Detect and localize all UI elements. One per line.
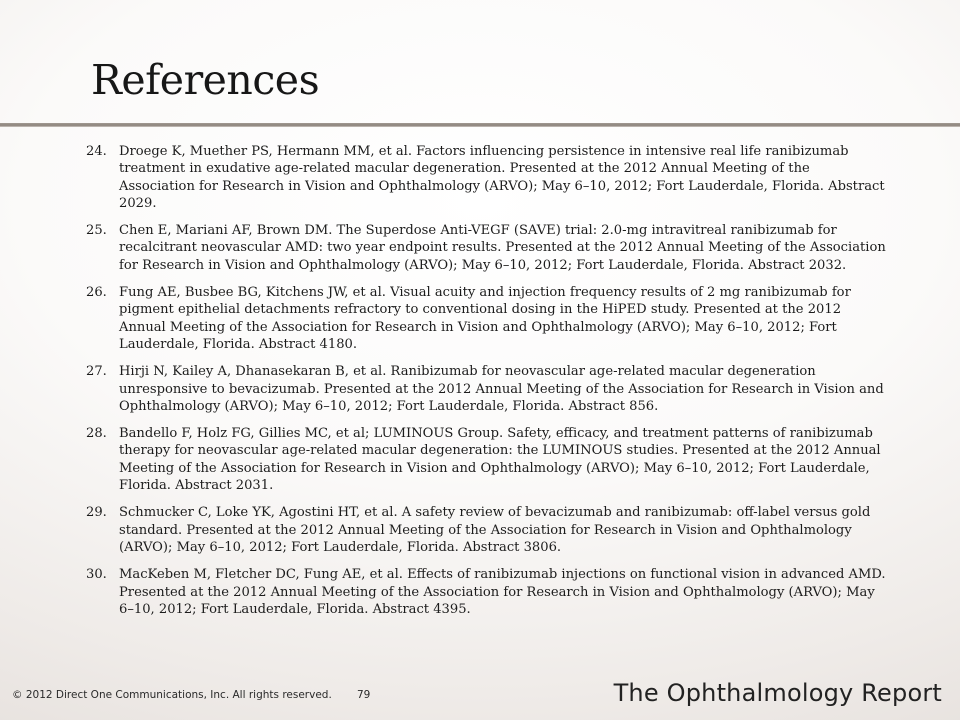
reference-number: 27. xyxy=(86,364,107,380)
reference-number: 24. xyxy=(86,144,107,159)
footer-copyright: © 2012 Direct One Communications, Inc. All rights reserved. xyxy=(12,689,332,701)
reference-text: Hirji N, Kailey A, Dhanasekaran B, et al. Ranibizumab for neovascular age-related macular degeneration unresponsive to bevacizumab. Presented at the 2012 Annual Meeting of the Association for Research in Vision and Ophthalmology (ARVO); May 6–10, 2012; Fort Lauderdale, Florida. Abstract 856. xyxy=(119,364,884,414)
slide-title: References xyxy=(91,56,320,104)
reference-text: Schmucker C, Loke YK, Agostini HT, et al. A safety review of bevacizumab and ranibizumab: off-label versus gold standard. Presented at the 2012 Annual Meeting of the Association for Research in Vision and Ophthalmology (ARVO); May 6–10, 2012; Fort Lauderdale, Florida. Abstract 3806. xyxy=(119,505,871,555)
brand-logo: The Ophthalmology Report xyxy=(613,679,942,707)
reference-item xyxy=(86,143,886,212)
reference-list xyxy=(86,143,886,628)
reference-item xyxy=(86,284,886,353)
title-divider xyxy=(0,123,960,127)
reference-number: 28. xyxy=(86,426,107,442)
reference-number: 25. xyxy=(86,223,107,239)
reference-text: Droege K, Muether PS, Hermann MM, et al. Factors influencing persistence in intensive real life ranibizumab treatment in exudative age-related macular degeneration. Presented at the 2012 Annual Meeting of the Association for Research in Vision and Ophthalmology (ARVO); May 6–10, 2012; Fort Lauderdale, Florida. Abstract 2029. xyxy=(119,144,885,211)
reference-text: Fung AE, Busbee BG, Kitchens JW, et al. Visual acuity and injection frequency results of 2 mg ranibizumab for pigment epithelial detachments refractory to conventional dosing in the HiPED study. Presented at the 2012 Annual Meeting of the Association for Research in Vision and Ophthalmology (ARVO); May 6–10, 2012; Fort Lauderdale, Florida. Abstract 4180. xyxy=(119,285,851,352)
reference-text: Chen E, Mariani AF, Brown DM. The Superdose Anti-VEGF (SAVE) trial: 2.0-mg intravitreal ranibizumab for recalcitrant neovascular AMD: two year endpoint results. Presented at the 2012 Annual Meeting of the Association for Research in Vision and Ophthalmology (ARVO); May 6–10, 2012; Fort Lauderdale, Florida. Abstract 2032. xyxy=(119,223,886,273)
reference-item xyxy=(86,363,886,415)
reference-item xyxy=(86,222,886,274)
reference-text: Bandello F, Holz FG, Gillies MC, et al; LUMINOUS Group. Safety, efficacy, and treatment patterns of ranibizumab therapy for neovascular age-related macular degeneration: the LUMINOUS studies. Presented at the 2012 Annual Meeting of the Association for Research in Vision and Ophthalmology (ARVO); May 6–10, 2012; Fort Lauderdale, Florida. Abstract 2031. xyxy=(119,426,881,494)
page-number: 79 xyxy=(357,689,371,701)
reference-text: MacKeben M, Fletcher DC, Fung AE, et al. Effects of ranibizumab injections on functional vision in advanced AMD. Presented at the 2012 Annual Meeting of the Association for Research in Vision and Ophthalmology (ARVO); May 6–10, 2012; Fort Lauderdale, Florida. Abstract 4395. xyxy=(119,567,886,617)
reference-item xyxy=(86,425,886,494)
reference-number: 26. xyxy=(86,285,107,301)
reference-item xyxy=(86,504,886,556)
reference-item xyxy=(86,566,886,618)
reference-number: 29. xyxy=(86,505,107,521)
reference-number: 30. xyxy=(86,567,107,583)
